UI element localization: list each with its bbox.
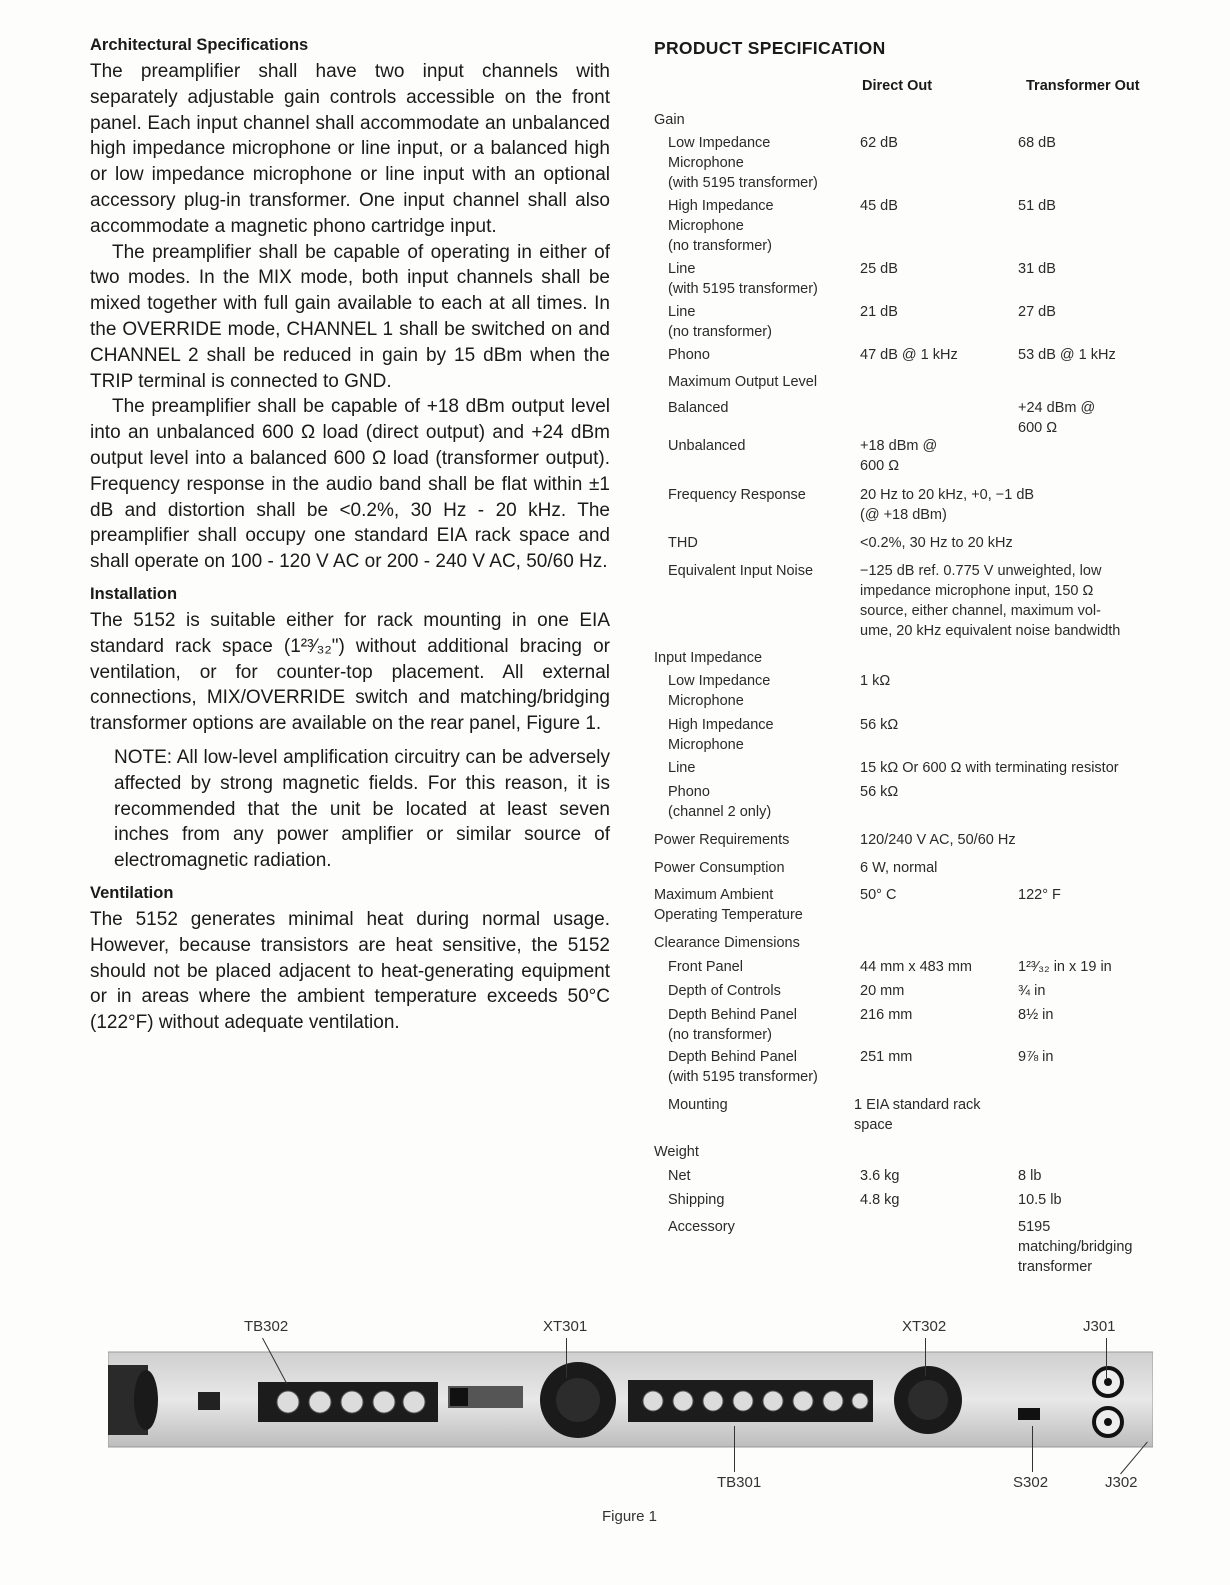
spec-row-transformer-value: 51 dB [1018, 198, 1056, 214]
spec-row-direct-value: 45 dB [860, 198, 898, 214]
spec-row-direct-value: <0.2%, 30 Hz to 20 kHz [860, 535, 1013, 551]
spec-row-label: Line [668, 760, 696, 776]
spec-row-transformer-value: +24 dBm @ 600 Ω [1018, 400, 1096, 436]
spec-row-transformer-value: ¾ in [1018, 983, 1046, 999]
s302-mix-override-switch-icon [1018, 1408, 1040, 1420]
spec-row-label: High Impedance Microphone [668, 717, 774, 753]
spec-row-direct-value: 56 kΩ [860, 784, 899, 800]
spec-row-transformer-value: 53 dB @ 1 kHz [1018, 347, 1116, 363]
spec-row-label: Line (with 5195 transformer) [668, 261, 818, 297]
spec-row-label: Net [668, 1168, 691, 1184]
spec-row-direct-value: −125 dB ref. 0.775 V unweighted, low impedance microphone input, 150 Ω source, either channel, maximum vol- ume, 20 kHz equivalent noise bandwidth [860, 563, 1121, 639]
spec-table [654, 0, 1214, 1300]
callout-xt302: XT302 [902, 1318, 947, 1335]
callout-j302: J302 [1105, 1474, 1138, 1491]
spec-row-direct-value: 6 W, normal [860, 860, 938, 876]
spec-row-label: Phono [668, 347, 710, 363]
spec-row-label: Line (no transformer) [668, 304, 772, 340]
spec-row-direct-value: 62 dB [860, 135, 898, 151]
spec-row-direct-value: 21 dB [860, 304, 898, 320]
spec-row-label: Accessory [668, 1219, 735, 1235]
spec-row-direct-value: 1 EIA standard rack space [854, 1097, 981, 1133]
spec-row-label: Frequency Response [668, 487, 806, 503]
spec-row-label: Front Panel [668, 959, 743, 975]
architectural-paragraph-3: The preamplifier shall be capable of +18 dBm output level into an unbalanced 600 Ω load (direct output) and +24 dBm output level into a balanced 600 Ω load (transformer output). Frequency response in the audio band shall be flat within ±1 dB and distortion shall be <0.2%, 30 Hz - 20 kHz. The preamplifier shall occupy one standard EIA rack space and shall operate on 100 - 120 V AC or 200 - 240 V AC, 50/60 Hz. [90, 396, 610, 573]
spec-row-direct-value: 25 dB [860, 261, 898, 277]
installation-heading: Installation [90, 584, 178, 603]
spec-row-transformer-value: 8 lb [1018, 1168, 1042, 1184]
spec-title: PRODUCT SPECIFICATION [654, 38, 886, 58]
spec-row-transformer-value: 10.5 lb [1018, 1192, 1062, 1208]
col-head-transformer: Transformer Out [1026, 78, 1140, 94]
installation-paragraph: The 5152 is suitable either for rack mounting in one EIA standard rack space (1²³⁄₃₂") without additional bracing or ventilation, or for counter-top placement. All external connections, MIX/OVERRIDE switch and matching/bridging transformer options are available on the rear panel, Figure 1. [90, 609, 610, 735]
architectural-paragraph-2: The preamplifier shall be capable of operating in either of two modes. In the MIX mode, both input channels shall be mixed together with full gain available to each at all times. In the OVERRIDE mode, CHANNEL 1 shall be switched on and CHANNEL 2 shall be reduced in gain by 15 dBm when the TRIP terminal is connected to GND. [90, 241, 610, 392]
spec-row-label: Depth Behind Panel (with 5195 transformer) [668, 1049, 818, 1085]
spec-row-transformer-value: 68 dB [1018, 135, 1056, 151]
voltage-select-switch-icon [198, 1392, 220, 1410]
ventilation-heading: Ventilation [90, 883, 174, 902]
callout-tb302: TB302 [244, 1318, 289, 1335]
installation-note: NOTE: All low-level amplification circuitry can be adversely affected by strong magnetic fields. For this reason, it is recommended that the unit be located at least seven inches from any power amplifier or similar source of electromagnetic radiation. [114, 746, 610, 872]
rear-panel-figure [108, 1340, 1153, 1460]
spec-row-label: Depth Behind Panel (no transformer) [668, 1007, 797, 1043]
rear-panel-drawing [108, 1340, 1153, 1460]
callout-xt301: XT301 [543, 1318, 588, 1335]
spec-row-transformer-value: 8½ in [1018, 1007, 1054, 1023]
ventilation-paragraph: The 5152 generates minimal heat during normal usage. However, because transistors are heat sensitive, the 5152 should not be placed adjacent to heat-generating equipment or in areas where the ambient temperature exceeds 50°C (122°F) without adequate ventilation. [90, 908, 610, 1034]
spec-row-label: Gain [654, 112, 685, 128]
spec-row-label: Low Impedance Microphone [668, 673, 771, 709]
spec-row-label: Mounting [668, 1097, 728, 1113]
spec-row-direct-value: 120/240 V AC, 50/60 Hz [860, 832, 1016, 848]
spec-row-direct-value: 47 dB @ 1 kHz [860, 347, 958, 363]
spec-row-label: Shipping [668, 1192, 725, 1208]
spec-row-label: Power Requirements [654, 832, 790, 848]
spec-row-transformer-value: 1²³⁄₃₂ in x 19 in [1018, 959, 1112, 975]
spec-row-label: THD [668, 535, 698, 551]
architectural-paragraph-1: The preamplifier shall have two input channels with separately adjustable gain controls accessible on the front panel. Each input channel shall accommodate an unbalanced high impedance microphone or line input, or a balanced high or low impedance microphone or line input with an optional accessory plug-in transformer. One input channel shall also accommodate a magnetic phono cartridge input. [90, 61, 610, 237]
callout-tb301: TB301 [717, 1474, 762, 1491]
spec-row-transformer-value: 9⅞ in [1018, 1049, 1054, 1065]
architectural-heading: Architectural Specifications [90, 36, 309, 54]
spec-row-label: Phono (channel 2 only) [668, 784, 772, 820]
spec-row-direct-value: 1 kΩ [860, 673, 891, 689]
spec-row-direct-value: 20 mm [860, 983, 905, 999]
callout-j301: J301 [1083, 1318, 1116, 1335]
figure-caption: Figure 1 [602, 1508, 658, 1525]
spec-row-direct-value: 251 mm [860, 1049, 913, 1065]
spec-row-label: Weight [654, 1144, 699, 1160]
spec-row-transformer-value: 31 dB [1018, 261, 1056, 277]
spec-row-transformer-value: 5195 matching/bridging transformer [1018, 1219, 1133, 1275]
spec-row-label: Maximum Ambient Operating Temperature [654, 887, 803, 923]
spec-row-direct-value: 56 kΩ [860, 717, 899, 733]
spec-row-label: Unbalanced [668, 438, 746, 454]
spec-row-label: Low Impedance Microphone (with 5195 transformer) [668, 135, 818, 191]
spec-row-direct-value: 3.6 kg [860, 1168, 900, 1184]
spec-row-direct-value: 15 kΩ Or 600 Ω with terminating resistor [860, 760, 1119, 776]
spec-row-transformer-value: 27 dB [1018, 304, 1056, 320]
callout-s302: S302 [1013, 1474, 1049, 1491]
spec-row-label: Depth of Controls [668, 983, 781, 999]
spec-row-direct-value: 50° C [860, 887, 897, 903]
spec-row-transformer-value: 122° F [1018, 887, 1061, 903]
spec-row-label: Maximum Output Level [668, 374, 818, 390]
spec-row-label: Balanced [668, 400, 729, 416]
spec-row-label: Equivalent Input Noise [668, 563, 814, 579]
left-column [90, 36, 610, 1036]
spec-row-direct-value: 20 Hz to 20 kHz, +0, −1 dB (@ +18 dBm) [860, 487, 1035, 523]
spec-row-direct-value: 216 mm [860, 1007, 913, 1023]
spec-row-label: Clearance Dimensions [654, 935, 800, 951]
spec-row-label: Input Impedance [654, 650, 763, 666]
spec-row-label: High Impedance Microphone (no transformer) [668, 198, 774, 254]
spec-row-label: Power Consumption [654, 860, 785, 876]
spec-row-direct-value: 4.8 kg [860, 1192, 900, 1208]
spec-row-direct-value: 44 mm x 483 mm [860, 959, 972, 975]
spec-row-direct-value: +18 dBm @ 600 Ω [860, 438, 938, 474]
col-head-direct: Direct Out [862, 78, 933, 94]
